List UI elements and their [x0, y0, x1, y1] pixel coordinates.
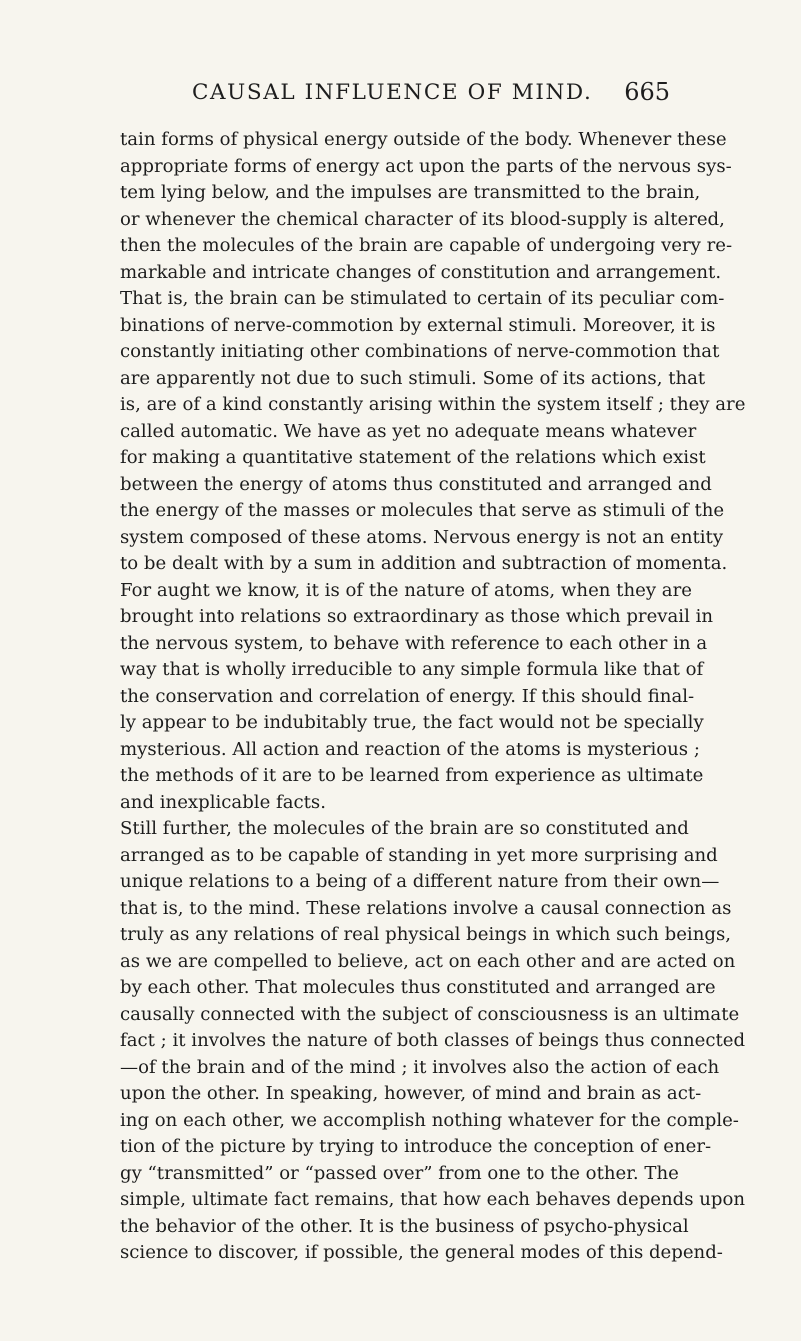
text-line: the behavior of the other. It is the business of psycho-physical	[120, 1215, 689, 1237]
text-line: then the molecules of the brain are capable of undergoing very re-	[120, 235, 733, 256]
text-line: For aught we know, it is of the nature of atoms, when they are	[120, 579, 692, 601]
text-line: appropriate forms of energy act upon the parts of the nervous sys-	[120, 155, 732, 177]
running-head: CAUSAL INFLUENCE OF MIND.	[192, 80, 593, 105]
text-line: fact ; it involves the nature of both classes of beings thus connected	[120, 1030, 746, 1051]
text-line: unique relations to a being of a different nature from their own—	[120, 871, 720, 892]
body-text	[120, 127, 746, 1267]
text-line: or whenever the chemical character of its blood-supply is altered,	[120, 208, 725, 230]
text-line: tion of the picture by trying to introduce the conception of ener-	[120, 1136, 712, 1157]
text-line: science to discover, if possible, the general modes of this depend-	[120, 1242, 723, 1263]
text-line: are apparently not due to such stimuli. Some of its actions, that	[120, 367, 706, 389]
page-header	[120, 80, 670, 110]
text-line: and inexplicable facts.	[120, 791, 326, 813]
text-line: constantly initiating other combinations of nerve-commotion that	[120, 341, 720, 362]
text-line: binations of nerve-commotion by external stimuli. Moreover, it is	[120, 314, 716, 336]
text-line: simple, ultimate fact remains, that how each behaves depends upon	[120, 1189, 746, 1210]
text-line: Still further, the molecules of the brain are so constituted and	[120, 818, 689, 839]
text-line: arranged as to be capable of standing in yet more surprising and	[120, 844, 718, 866]
text-line: the conservation and correlation of energy. If this should final-	[120, 685, 695, 707]
text-line: That is, the brain can be stimulated to certain of its peculiar com-	[120, 288, 725, 309]
text-line: way that is wholly irreducible to any simple formula like that of	[120, 659, 704, 680]
text-line: ly appear to be indubitably true, the fact would not be specially	[120, 712, 704, 733]
text-line: tem lying below, and the impulses are transmitted to the brain,	[120, 182, 701, 203]
text-line: is, are of a kind constantly arising within the system itself ; they are	[120, 394, 746, 415]
text-line: upon the other. In speaking, however, of mind and brain as act-	[120, 1083, 702, 1104]
text-line: called automatic. We have as yet no adequate means whatever	[120, 420, 697, 442]
page-number: 665	[624, 78, 670, 106]
text-line: —of the brain and of the mind ; it involves also the action of each	[120, 1056, 720, 1078]
text-line: mysterious. All action and reaction of the atoms is mysterious ;	[120, 738, 700, 760]
text-line: between the energy of atoms thus constituted and arranged and	[120, 473, 712, 495]
text-line: brought into relations so extraordinary as those which prevail in	[120, 606, 714, 627]
text-line: the methods of it are to be learned from experience as ultimate	[120, 765, 704, 786]
text-line: causally connected with the subject of consciousness is an ultimate	[120, 1003, 740, 1025]
text-line: ing on each other, we accomplish nothing whatever for the comple-	[120, 1109, 739, 1131]
text-line: that is, to the mind. These relations involve a causal connection as	[120, 897, 732, 919]
text-line: gy “transmitted” or “passed over” from one to the other. The	[120, 1162, 679, 1184]
text-line: tain forms of physical energy outside of the body. Whenever these	[120, 129, 727, 150]
text-line: truly as any relations of real physical beings in which such beings,	[120, 924, 731, 945]
text-line: markable and intricate changes of constitution and arrangement.	[120, 261, 722, 283]
text-line: as we are compelled to believe, act on each other and are acted on	[120, 950, 736, 972]
text-line: the energy of the masses or molecules that serve as stimuli of the	[120, 500, 725, 521]
text-line: to be dealt with by a sum in addition and subtraction of momenta.	[120, 553, 728, 574]
text-line: the nervous system, to behave with reference to each other in a	[120, 632, 708, 654]
text-line: by each other. That molecules thus constituted and arranged are	[120, 977, 716, 998]
text-line: system composed of these atoms. Nervous energy is not an entity	[120, 526, 724, 548]
text-line: for making a quantitative statement of the relations which exist	[120, 447, 706, 468]
